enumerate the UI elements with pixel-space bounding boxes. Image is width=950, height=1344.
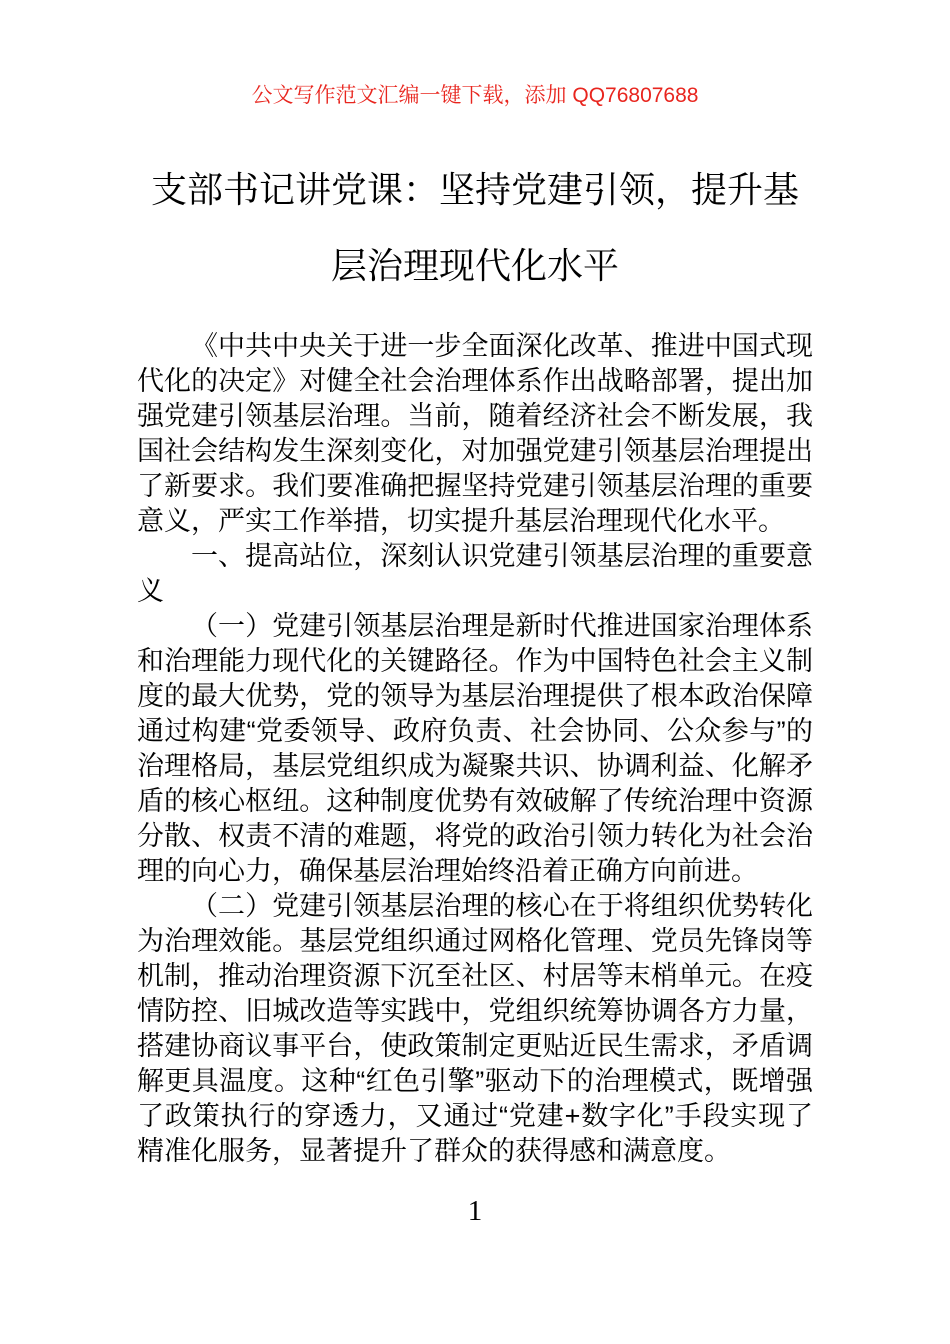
document-body	[137, 329, 813, 1169]
paragraph-intro: 《中共中央关于进一步全面深化改革、推进中国式现代化的决定》对健全社会治理体系作出战略部署，提出加强党建引领基层治理。当前，随着经济社会不断发展，我国社会结构发生深刻变化，对加强党建引领基层治理提出了新要求。我们要准确把握坚持党建引领基层治理的重要意义，严实工作举措，切实提升基层治理现代化水平。	[137, 331, 813, 536]
document-title: 支部书记讲党课：坚持党建引领，提升基层治理现代化水平	[150, 169, 799, 286]
paragraph-section-1-point-1: （一）党建引领基层治理是新时代推进国家治理体系和治理能力现代化的关键路径。作为中国特色社会主义制度的最大优势，党的领导为基层治理提供了根本政治保障通过构建“党委领导、政府负责、社会协同、公众参与”的治理格局，基层党组织成为凝聚共识、协调利益、化解矛盾的核心枢纽。这种制度优势有效破解了传统治理中资源分散、权责不清的难题，将党的政治引领力转化为社会治理的向心力，确保基层治理始终沿着正确方向前进。	[137, 611, 813, 886]
header-notice: 公文写作范文汇编一键下载，添加 QQ76807688	[251, 84, 699, 107]
paragraph-section-1-point-2: （二）党建引领基层治理的核心在于将组织优势转化为治理效能。基层党组织通过网格化管理、党员先锋岗等机制，推动治理资源下沉至社区、村居等末梢单元。在疫情防控、旧城改造等实践中，党组织统筹协调各方力量，搭建协商议事平台，使政策制定更贴近民生需求，矛盾调解更具温度。这种“红色引擎”驱动下的治理模式，既增强了政策执行的穿透力，又通过“党建+数字化”手段实现了精准化服务，显著提升了群众的获得感和满意度。	[137, 891, 813, 1166]
section-heading-1: 一、提高站位，深刻认识党建引领基层治理的重要意义	[137, 541, 813, 606]
page-number: 1	[467, 1195, 483, 1227]
